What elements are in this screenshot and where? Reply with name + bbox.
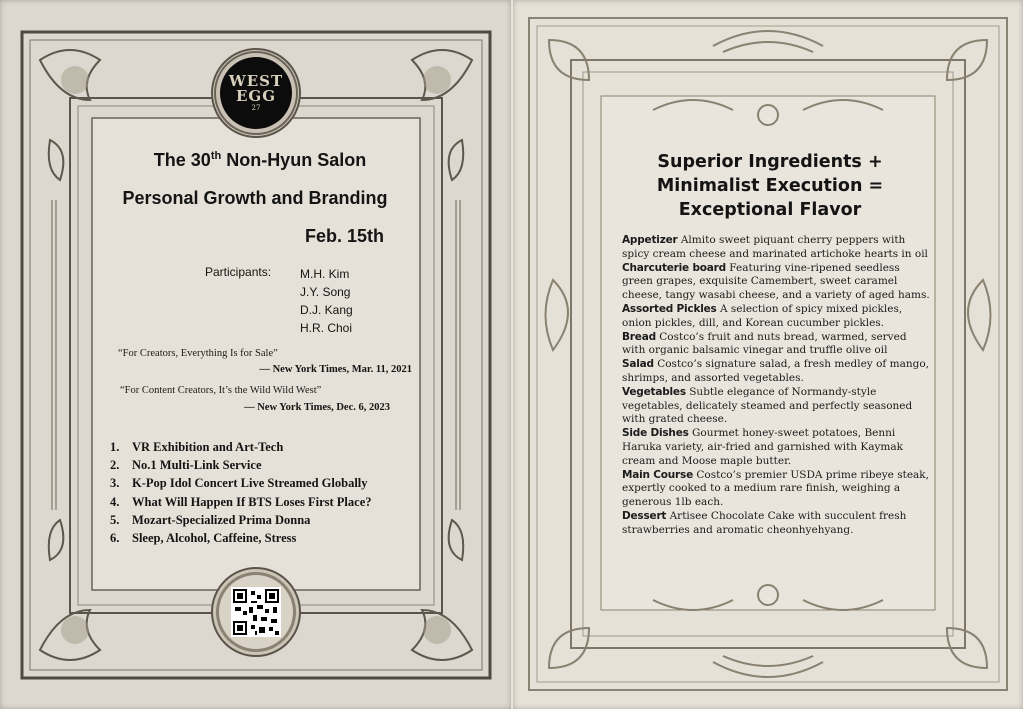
menu-item: Appetizer Almito sweet piquant cherry peppers with spicy cream cheese and marinated artichoke hearts in oil (622, 234, 928, 260)
participants-label: Participants: (205, 265, 272, 279)
menu-item: Salad Costco’s signature salad, a fresh medley of mango, shrimps, and assorted vegetables. (622, 358, 929, 384)
quote-source: — New York Times, Dec. 6, 2023 (244, 402, 390, 413)
topic-item: 3. K-Pop Idol Concert Live Streamed Globally (110, 476, 368, 491)
menu-list (622, 234, 932, 538)
topic-item: 4. What Will Happen If BTS Loses First Place? (110, 494, 372, 509)
menu-item: Dessert Artisee Chocolate Cake with succulent fresh strawberries and aromatic cheonhyehyang. (622, 509, 907, 536)
menu-item: Charcuterie board Featuring vine-ripened seedless green grapes, exquisite Camembert, sweet caramel cheese, tangy wasabi cheese, and a variety of aged hams. (622, 261, 930, 302)
menu-item: Assorted Pickles A selection of spicy mixed pickles, onion pickles, dill, and Korean cucumber pickles. (622, 302, 903, 329)
topic-item: 1. VR Exhibition and Art-Tech (110, 440, 284, 454)
participant: M.H. Kim (300, 267, 350, 281)
qr-code-medallion (219, 575, 293, 649)
salon-invitation-card (0, 0, 511, 709)
menu-headline: Superior Ingredients + Minimalist Execution = Exceptional Flavor (656, 152, 884, 220)
quote-text: “For Content Creators, It’s the Wild Wild West” (120, 385, 322, 396)
topic-item: 6. Sleep, Alcohol, Caffeine, Stress (110, 531, 297, 546)
event-date: Feb. 15th (305, 226, 385, 246)
menu-item: Vegetables Subtle elegance of Normandy-style vegetables, delicately steamed and perfectly seasoned with grated cheese. (622, 385, 913, 426)
west-egg-logo: WEST EGG 27 (220, 57, 292, 129)
quote-text: “For Creators, Everything Is for Sale” (118, 348, 278, 359)
participants-list (300, 265, 353, 337)
salon-subtitle: Personal Growth and Branding (122, 188, 388, 208)
topic-item: 5. Mozart-Specialized Prima Donna (110, 512, 311, 527)
participant: J.Y. Song (300, 285, 351, 299)
quote-source: — New York Times, Mar. 11, 2021 (259, 364, 412, 375)
topic-item: 2. No.1 Multi-Link Service (110, 458, 262, 473)
menu-item: Main Course Costco’s premier USDA prime ribeye steak, expertly cooked to a medium rare finish, weighing a generous 1lb each. (622, 468, 929, 509)
menu-item: Bread Costco’s fruit and nuts bread, warmed, served with organic balsamic vinegar and truffle olive oil (622, 330, 907, 357)
topics-list (110, 438, 372, 547)
menu-item: Side Dishes Gourmet honey-sweet potatoes, Benni Haruka variety, air-fried and garnished with Kaymak cream and Moose maple butter. (622, 427, 904, 467)
participant: H.R. Choi (300, 321, 353, 335)
salon-title: The 30th Non-Hyun Salon (153, 150, 367, 170)
qr-code-icon[interactable] (231, 587, 281, 637)
participant: D.J. Kang (300, 303, 353, 317)
